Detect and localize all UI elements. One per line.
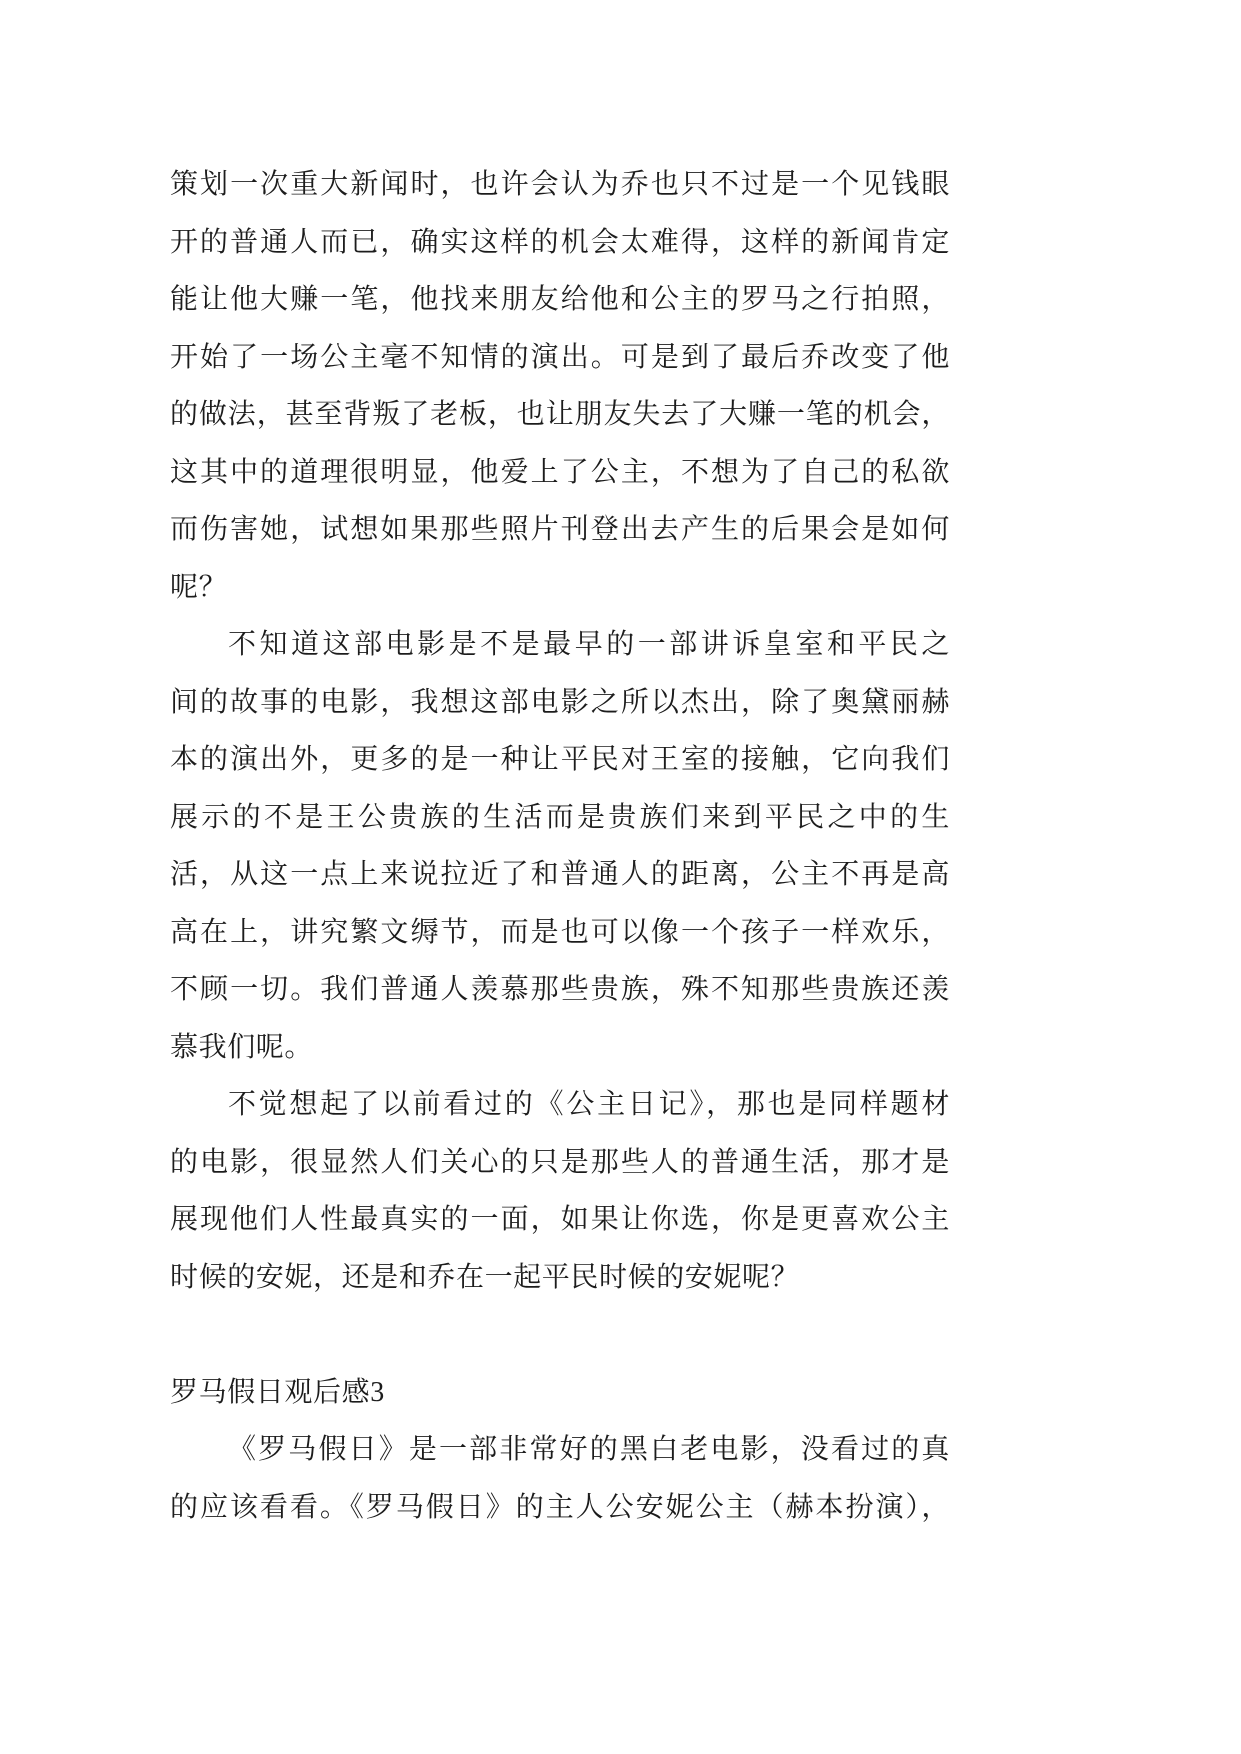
text-line: 间的故事的电影，我想这部电影之所以杰出，除了奥黛丽赫: [170, 686, 950, 718]
text-line: 不觉想起了以前看过的《公主日记》，那也是同样题材: [228, 1089, 950, 1120]
text-line: 活，从这一点上来说拉近了和普通人的距离，公主不再是高: [170, 859, 950, 890]
paragraph-1: [170, 156, 950, 616]
text-line: 策划一次重大新闻时，也许会认为乔也只不过是一个见钱眼: [170, 169, 950, 200]
text-line: 而伤害她，试想如果那些照片刊登出去产生的后果会是如何: [170, 514, 950, 545]
text-line: 《罗马假日》是一部非常好的黑白老电影，没看过的真: [228, 1434, 950, 1465]
text-line: 的电影，很显然人们关心的只是那些人的普通生活，那才是: [170, 1146, 950, 1178]
text-line: 的应该看看。《罗马假日》的主人公安妮公主（赫本扮演），: [170, 1491, 950, 1523]
text-line: 开的普通人而已，确实这样的机会太难得，这样的新闻肯定: [170, 226, 950, 258]
text-line: 展现他们人性最真实的一面，如果让你选，你是更喜欢公主: [170, 1204, 950, 1235]
paragraph-2: [170, 616, 950, 1076]
text-line: 时候的安妮，还是和乔在一起平民时候的安妮呢？: [170, 1261, 800, 1293]
text-line: 这其中的道理很明显，他爱上了公主，不想为了自己的私欲: [170, 456, 950, 488]
paragraph-4: [170, 1421, 950, 1536]
document-page: [170, 156, 950, 1536]
text-line: 的做法，甚至背叛了老板，也让朋友失去了大赚一笔的机会，: [170, 399, 950, 430]
text-line: 能让他大赚一笔，他找来朋友给他和公主的罗马之行拍照，: [170, 284, 950, 315]
text-line: 慕我们呢。: [170, 1031, 314, 1063]
text-line: 开始了一场公主毫不知情的演出。可是到了最后乔改变了他: [170, 341, 950, 373]
section-heading: 罗马假日观后感3: [170, 1376, 385, 1408]
text-line: 高在上，讲究繁文缛节，而是也可以像一个孩子一样欢乐，: [170, 916, 950, 948]
text-line: 本的演出外，更多的是一种让平民对王室的接触，它向我们: [170, 744, 950, 775]
text-line: 展示的不是王公贵族的生活而是贵族们来到平民之中的生: [170, 801, 950, 833]
text-line: 不知道这部电影是不是最早的一部讲诉皇室和平民之: [228, 629, 950, 660]
paragraph-3: [170, 1076, 950, 1306]
text-line: 呢？: [170, 571, 228, 603]
text-line: 不顾一切。我们普通人羡慕那些贵族，殊不知那些贵族还羡: [170, 974, 950, 1005]
